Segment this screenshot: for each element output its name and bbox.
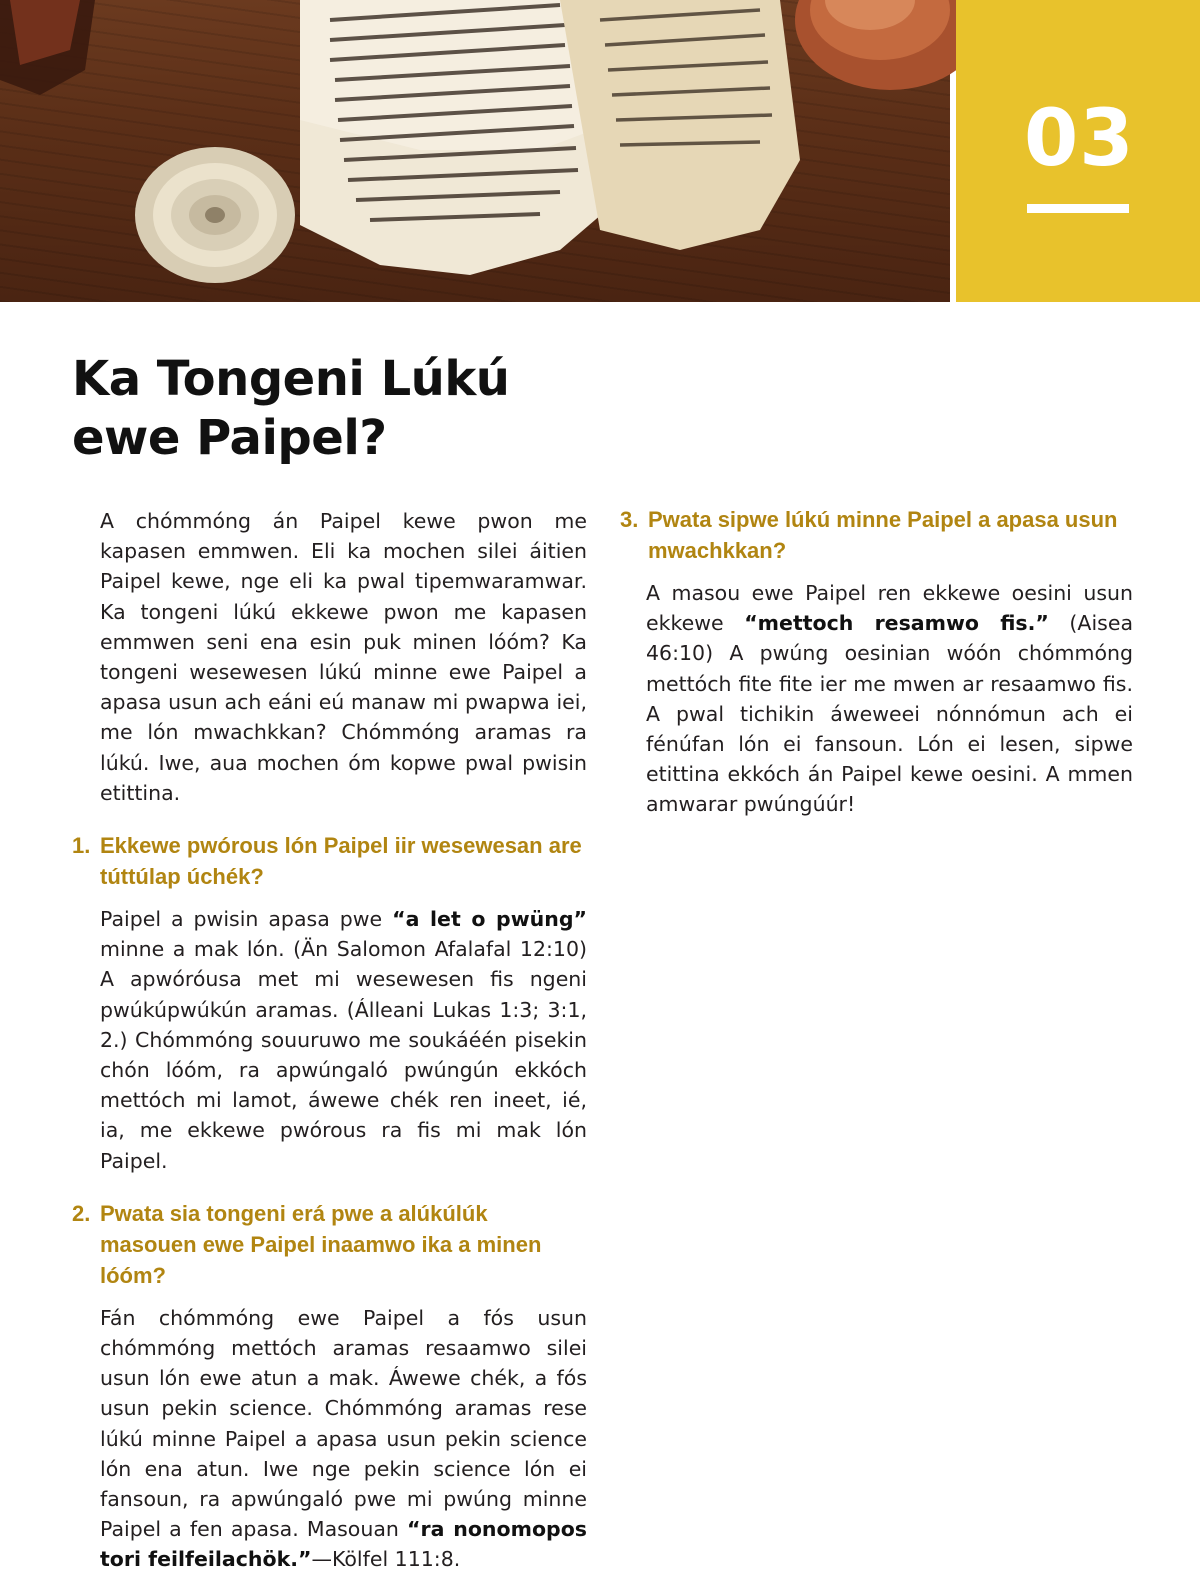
question-number-3: 3. [620, 507, 639, 532]
question-number-1: 1. [72, 833, 91, 859]
scrolls-illustration [0, 0, 950, 302]
question-number-2: 2. [72, 1200, 91, 1226]
question-block-2 [72, 1198, 587, 1575]
answer-3-part-a: A masou ewe Paipel ren ekkewe oesini usun ekkewe [646, 581, 1133, 636]
badge-underline [1027, 204, 1129, 213]
answer-paragraph-3 [620, 578, 1133, 820]
header-photo-scrolls [0, 0, 950, 302]
question-block-3 [620, 504, 1133, 820]
page-title [72, 350, 632, 468]
answer-2-quote: “ra nonomopos tori feilfeilachök.” [100, 1517, 587, 1572]
intro-paragraph: A chómmóng án Paipel kewe pwon me kapasen emmwen. Eli ka mochen silei áitien Paipel kewe, nge eli ka pwal tipemwaramwar. Ka tongeni lúkú ekkewe pwon me kapasen emmwen seni ena esin puk minen lóóm? Ka tongeni wesewesen lúkú minne ewe Paipel a apasa usun ach eáni eú manaw mi pwapwa iei, me lón mwachkkan? Chómmóng aramas ra lúkú. Iwe, aua mochen óm kopwe pwal pwisin etittina. [100, 509, 587, 805]
question-heading-2 [72, 1198, 587, 1291]
left-column [72, 506, 587, 1575]
question-heading-1 [72, 830, 587, 892]
page-title-line-2: ewe Paipel? [72, 410, 387, 466]
lesson-number: 03 [1024, 94, 1135, 184]
lesson-number-badge [956, 0, 1200, 302]
question-text-1: Ekkewe pwórous lón Paipel iir wesewesan are túttúlap úchék? [100, 833, 582, 890]
answer-2-part-a: Fán chómmóng ewe Paipel a fós usun chómmóng mettóch aramas resaamwo silei usun lón ewe atun a mak. Áwewe chék, a fós usun pekin science. Chómmóng aramas rese lúkú minne Paipel a apasa usun pekin science lón ena atun. Iwe nge pekin science lón ei fansoun, ra apwúngaló pwe mi pwúng minne Paipel a fen apasa. Masouan [100, 1305, 587, 1542]
question-text-2: Pwata sia tongeni erá pwe a alúkúlúk masouen ewe Paipel inaamwo ika a minen lóóm? [100, 1200, 542, 1288]
question-heading-3 [620, 504, 1133, 566]
answer-paragraph-2 [72, 1303, 587, 1575]
answer-1-part-a: Paipel a pwisin apasa pwe [100, 907, 393, 932]
answer-3-part-b: (Aisea 46:10) A pwúng oesinian wóón chómmóng mettóch fite fite ier me mwen ar resaamwo fis. A pwal tichikin áweweei nónnómun ach ei fénúfan lón ei fansoun. Lón ei lesen, sipwe etittina ekkóch án Paipel kewe oesini. A mmen amwarar pwúngúúr! [646, 611, 1134, 817]
answer-1-part-b: minne a mak lón. (Än Salomon Afalafal 12:10) A apwóróusa met mi wesewesen fis ngeni pwúkúpwúkún aramas. (Álleani Lukas 1:3; 3:1, 2.) Chómmóng souuruwo me soukáéén pisekin chón lóóm, ra apwúngaló pwúngún ekkóch mettóch mi lamot, áwewe chék ren ineet, ié, ia, me ekkewe pwórous ra fis mi mak lón Paipel. [100, 937, 587, 1173]
page-title-line-1: Ka Tongeni Lúkú [72, 351, 510, 407]
answer-paragraph-1 [72, 904, 587, 1176]
answer-3-quote: “mettoch resamwo fis.” [744, 611, 1049, 636]
question-text-3: Pwata sipwe lúkú minne Paipel a apasa usun mwachkkan? [648, 507, 1118, 563]
answer-1-quote: “a let o pwüng” [392, 907, 588, 932]
question-block-1 [72, 830, 587, 1176]
right-column [620, 504, 1133, 820]
answer-2-part-b: —Kölfel 111:8. [311, 1547, 461, 1572]
